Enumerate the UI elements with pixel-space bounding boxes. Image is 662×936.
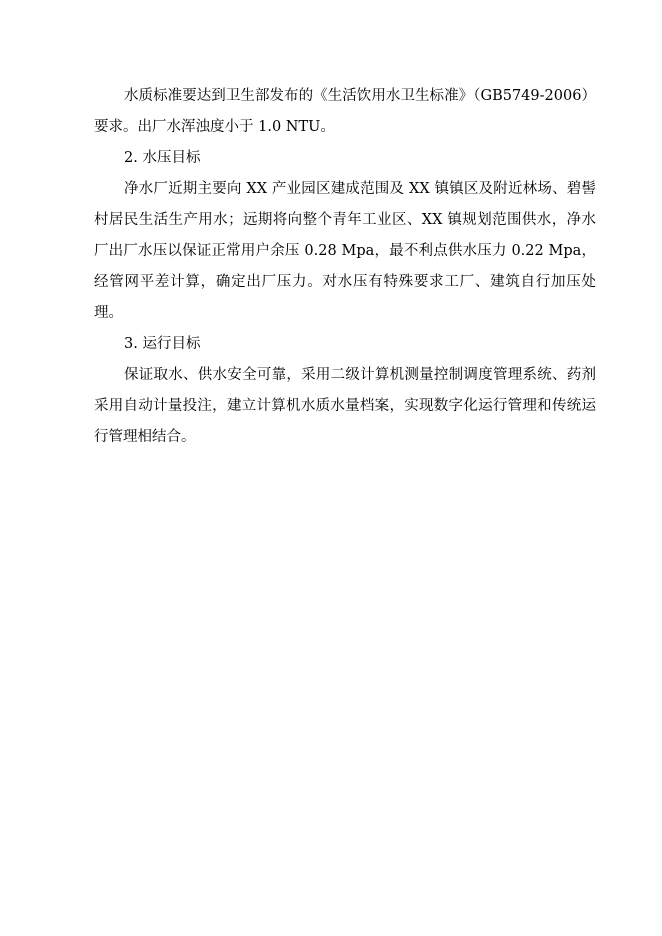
document-body (94, 81, 596, 453)
water-quality-paragraph: 水质标准要达到卫生部发布的《生活饮用水卫生标准》（GB5749-2006）要求。出厂水浑浊度小于 1.0 NTU。 (94, 88, 596, 135)
water-pressure-heading: 2. 水压目标 (124, 150, 201, 166)
operation-heading: 3. 运行目标 (124, 336, 201, 352)
operation-paragraph: 保证取水、供水安全可靠，采用二级计算机测量控制调度管理系统、药剂采用自动计量投注，建立计算机水质水量档案，实现数字化运行管理和传统运行管理相结合。 (94, 367, 596, 445)
water-pressure-paragraph: 净水厂近期主要向 XX 产业园区建成范围及 XX 镇镇区及附近林场、碧髻村居民生活生产用水；远期将向整个青年工业区、XX 镇规划范围供水，净水厂出厂水压以保证正常用户余压 0.28 Mpa，最不利点供水压力 0.22 Mpa，经管网平差计算，确定出厂压力。对水压有特殊要求工厂、建筑自行加压处理。 (94, 181, 596, 321)
